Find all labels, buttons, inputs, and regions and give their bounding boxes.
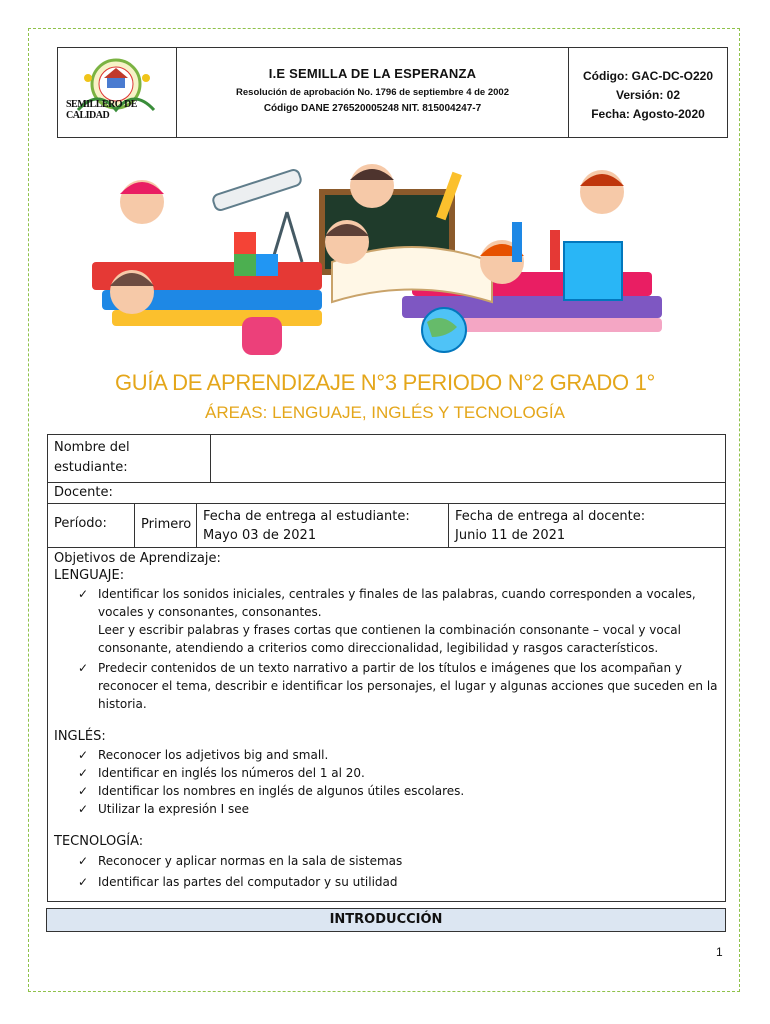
check-icon: ✓ <box>78 802 89 816</box>
school-info <box>177 48 569 137</box>
period-value: Primero <box>134 504 196 547</box>
document-code: Código: GAC-DC-O220 <box>583 69 713 83</box>
student-delivery-date: Mayo 03 de 2021 <box>203 528 317 543</box>
dates-row <box>48 504 725 548</box>
tecnologia-list <box>54 851 719 893</box>
ingles-list <box>54 746 719 818</box>
check-icon: ✓ <box>78 587 89 601</box>
kids-reading-illustration <box>82 152 702 362</box>
check-icon: ✓ <box>78 854 89 868</box>
lenguaje-list-2 <box>54 659 719 713</box>
lenguaje-list <box>54 585 719 621</box>
objective-text: Identificar los nombres en inglés de algunos útiles escolares. <box>98 784 465 798</box>
document-version: Versión: 02 <box>615 88 681 102</box>
student-name-field[interactable] <box>210 435 725 482</box>
ingles-title: INGLÉS: <box>54 729 106 744</box>
document-control <box>569 48 727 137</box>
objectives-section <box>48 548 725 901</box>
student-label-line1: Nombre del <box>54 440 130 455</box>
student-label-line2: estudiante: <box>54 460 128 475</box>
list-item <box>54 746 719 764</box>
school-name: I.E SEMILLA DE LA ESPERANZA <box>268 66 477 81</box>
dane-code: Código DANE 276520005248 NIT. 815004247-7 <box>263 103 482 114</box>
list-item <box>54 782 719 800</box>
student-info-table <box>47 434 726 902</box>
period-label: Período: <box>54 516 107 531</box>
check-icon: ✓ <box>78 784 89 798</box>
list-item <box>54 764 719 782</box>
teacher-row <box>48 483 725 504</box>
student-row <box>48 435 725 483</box>
school-seal-icon <box>58 48 174 136</box>
introduction-header: INTRODUCCIÓN <box>46 908 726 932</box>
objective-text: Reconocer y aplicar normas en la sala de sistemas <box>98 854 403 868</box>
school-logo <box>58 48 177 137</box>
student-delivery-label: Fecha de entrega al estudiante: <box>203 509 410 524</box>
document-header <box>57 47 728 138</box>
list-item <box>54 851 719 872</box>
teacher-delivery <box>448 504 725 547</box>
objective-continuation: Leer y escribir palabras y frases cortas que contienen la combinación consonante – vocal y vocal consonante, atendiendo a criterios como direccionalidad, legibilidad y rasgos característicos. <box>98 623 681 655</box>
check-icon: ✓ <box>78 875 89 889</box>
check-icon: ✓ <box>78 766 89 780</box>
objective-text: Identificar las partes del computador y su utilidad <box>98 875 398 889</box>
list-item <box>54 585 719 621</box>
page-number: 1 <box>716 945 723 959</box>
tecnologia-title: TECNOLOGÍA: <box>54 834 144 849</box>
guide-subtitle: ÁREAS: LENGUAJE, INGLÉS Y TECNOLOGÍA <box>205 403 565 422</box>
logo-text: SEMILLERO DE CALIDAD <box>66 99 137 121</box>
objective-text: Utilizar la expresión I see <box>98 802 250 816</box>
objective-text: Reconocer los adjetivos big and small. <box>98 748 329 762</box>
resolution-text: Resolución de aprobación No. 1796 de septiembre 4 de 2002 <box>236 87 509 98</box>
objective-text: Predecir contenidos de un texto narrativo a partir de los títulos e imágenes que los acompañan y reconocer el tema, describir e identificar los personajes, el lugar y algunas acciones que suceden en la historia. <box>98 661 718 711</box>
teacher-delivery-label: Fecha de entrega al docente: <box>455 509 646 524</box>
check-icon: ✓ <box>78 748 89 762</box>
objective-text: Identificar los sonidos iniciales, centrales y finales de las palabras, cuando corresponden a vocales, vocales y consonantes, consonantes. <box>98 587 696 619</box>
lenguaje-title: LENGUAJE: <box>54 568 125 583</box>
student-label <box>48 435 210 482</box>
list-item <box>54 659 719 713</box>
teacher-label: Docente: <box>54 485 113 500</box>
guide-title: GUÍA DE APRENDIZAJE N°3 PERIODO N°2 GRADO 1° <box>114 370 656 395</box>
teacher-delivery-date: Junio 11 de 2021 <box>455 528 566 543</box>
student-delivery <box>196 504 448 547</box>
list-item <box>54 872 719 893</box>
objectives-heading: Objetivos de Aprendizaje: <box>54 551 221 566</box>
document-date: Fecha: Agosto-2020 <box>591 107 705 121</box>
check-icon: ✓ <box>78 661 89 675</box>
list-item <box>54 800 719 818</box>
objective-text: Identificar en inglés los números del 1 al 20. <box>98 766 365 780</box>
